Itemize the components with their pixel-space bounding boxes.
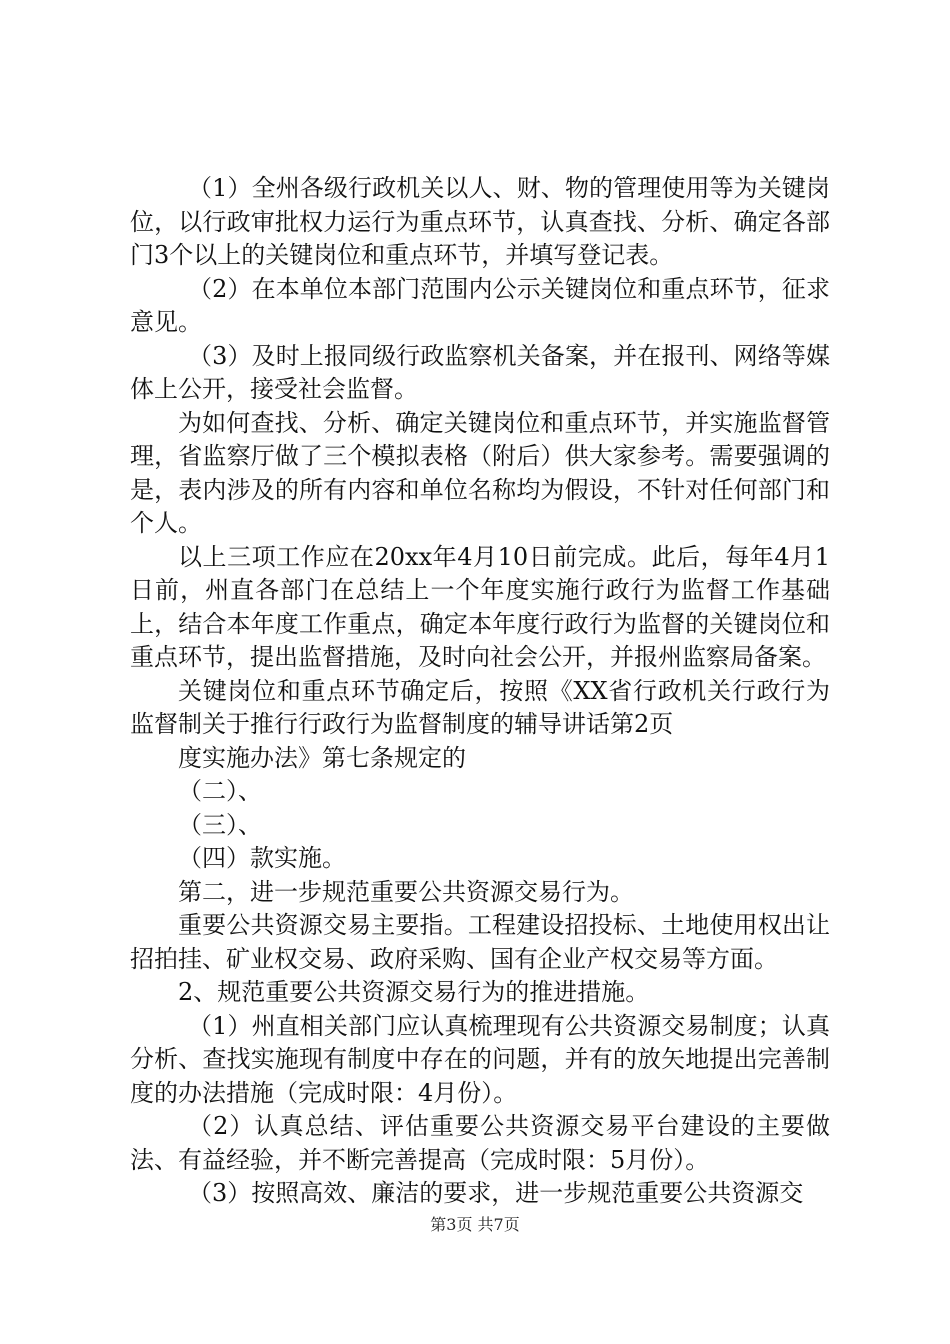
- paragraph-4: 为如何查找、分析、确定关键岗位和重点环节，并实施监督管理，省监察厅做了三个模拟表格（附后）供大家参考。需要强调的是，表内涉及的所有内容和单位名称均为假设，不针对任何部门和个人。: [130, 408, 830, 537]
- paragraph-15: （2）认真总结、评估重要公共资源交易平台建设的主要做法、有益经验，并不断完善提高（完成时限：5月份）。: [130, 1112, 830, 1174]
- paragraph-6: 关键岗位和重点环节确定后，按照《XX省行政机关行政行为监督制关于推行行政行为监督制度的辅导讲话第2页: [130, 676, 830, 738]
- paragraph-13: 2、规范重要公共资源交易行为的推进措施。: [178, 978, 650, 1006]
- paragraph-9: （三）、: [178, 810, 262, 839]
- paragraph-2: （2）在本单位本部门范围内公示关键岗位和重点环节，征求意见。: [130, 274, 830, 336]
- paragraph-7: 度实施办法》第七条规定的: [178, 743, 466, 772]
- paragraph-3: （3）及时上报同级行政监察机关备案，并在报刊、网络等媒体上公开，接受社会监督。: [130, 341, 830, 403]
- paragraph-10: （四）款实施。: [178, 844, 346, 872]
- page-footer: 第3页 共7页: [430, 1215, 520, 1234]
- paragraph-12: 重要公共资源交易主要指。工程建设招投标、土地使用权出让招拍挂、矿业权交易、政府采购、国有企业产权交易等方面。: [130, 911, 830, 973]
- paragraph-11: 第二，进一步规范重要公共资源交易行为。: [178, 877, 634, 906]
- paragraph-8: （二）、: [178, 777, 262, 805]
- paragraph-5: 以上三项工作应在20xx年4月10日前完成。此后，每年4月1日前，州直各部门在总结上一个年度实施行政行为监督工作基础上，结合本年度工作重点，确定本年度行政行为监督的关键岗位和重点环节，提出监督措施，及时向社会公开，并报州监察局备案。: [130, 542, 830, 671]
- document-body: [130, 172, 830, 1211]
- paragraph-1: （1）全州各级行政机关以人、财、物的管理使用等为关键岗位，以行政审批权力运行为重点环节，认真查找、分析、确定各部门3个以上的关键岗位和重点环节，并填写登记表。: [130, 174, 830, 269]
- paragraph-14: （1）州直相关部门应认真梳理现有公共资源交易制度；认真分析、查找实施现有制度中存在的问题，并有的放矢地提出完善制度的办法措施（完成时限：4月份）。: [130, 1011, 830, 1107]
- paragraph-16: （3）按照高效、廉洁的要求，进一步规范重要公共资源交: [188, 1179, 804, 1207]
